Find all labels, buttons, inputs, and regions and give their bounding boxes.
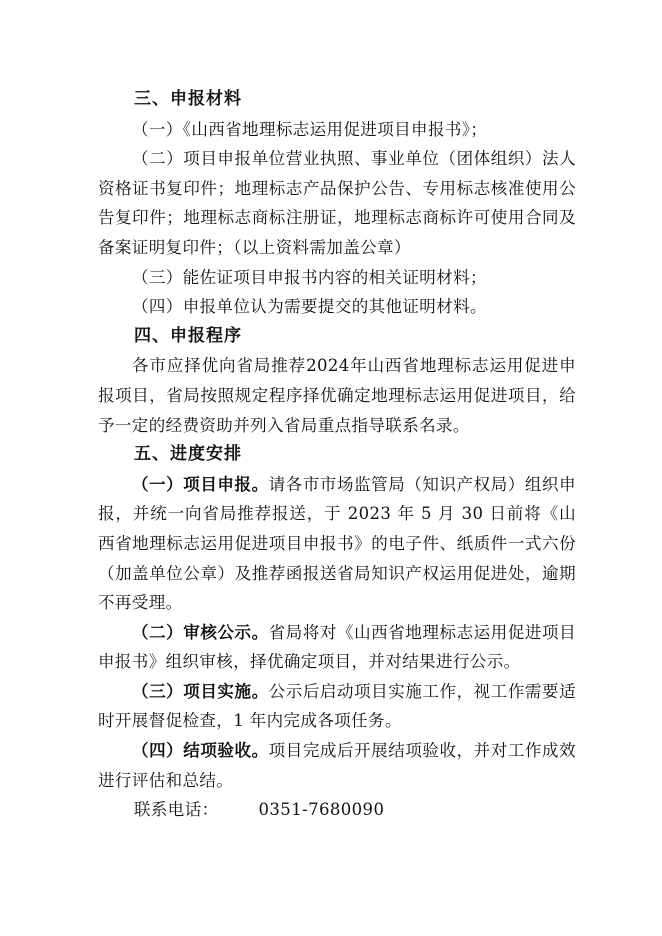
contact-phone: 0351-7680090: [258, 800, 385, 820]
schedule-item-2-title: （二）审核公示。: [132, 622, 269, 642]
schedule-item-1-title: （一）项目申报。: [132, 474, 269, 494]
materials-item-4: （四）申报单位认为需要提交的其他证明材料。: [132, 297, 487, 317]
schedule-item-2: [98, 618, 576, 677]
schedule-item-3-title: （三）项目实施。: [132, 681, 269, 701]
schedule-item-3: [98, 677, 576, 736]
document-body: [98, 85, 576, 825]
section-heading-materials: 三、申报材料: [134, 89, 242, 109]
schedule-item-2-text: 省局将对《山西省地理标志运用促进项目申报书》组织审核，择优确定项目，并对结果进行公示。: [98, 622, 576, 672]
schedule-item-4-text: 项目完成后开展结项验收，并对工作成效进行评估和总结。: [98, 741, 576, 790]
materials-item-1: （一）《山西省地理标志运用促进项目申报书》；: [132, 119, 488, 139]
section-heading-procedure: 四、申报程序: [134, 325, 242, 346]
contact-line: [98, 795, 576, 825]
schedule-item-4: [98, 736, 576, 795]
section-heading-schedule: 五、进度安排: [134, 444, 242, 465]
schedule-item-3-text: 公示后启动项目实施工作，视工作需要适时开展督促检查，1 年内完成各项任务。: [98, 681, 576, 731]
schedule-item-1-text: 请各市市场监管局（知识产权局）组织申报，并统一向省局推荐报送，于 2023 年 5 月 30 日前将《山西省地理标志运用促进项目申报书》的电子件、纸质件一式六份（加盖单位公章）及推荐函报送省局知识产权运用促进处，逾期不再受理。: [98, 474, 576, 613]
schedule-item-1: [98, 470, 576, 618]
materials-item-3: （三）能佐证项目申报书内容的相关证明材料；: [132, 267, 487, 287]
schedule-item-4-title: （四）结项验收。: [132, 741, 269, 761]
materials-item-2: （二）项目申报单位营业执照、事业单位（团体组织）法人资格证书复印件；地理标志产品保护公告、专用标志核准使用公告复印件；地理标志商标注册证，地理标志商标许可使用合同及备案证明复印件；（以上资料需加盖公章）: [98, 149, 576, 257]
contact-label: 联系电话：: [134, 800, 219, 820]
procedure-text: 各市应择优向省局推荐2024年山西省地理标志运用促进申报项目，省局按照规定程序择优确定地理标志运用促进项目，给予一定的经费资助并列入省局重点指导联系名录。: [98, 356, 576, 435]
